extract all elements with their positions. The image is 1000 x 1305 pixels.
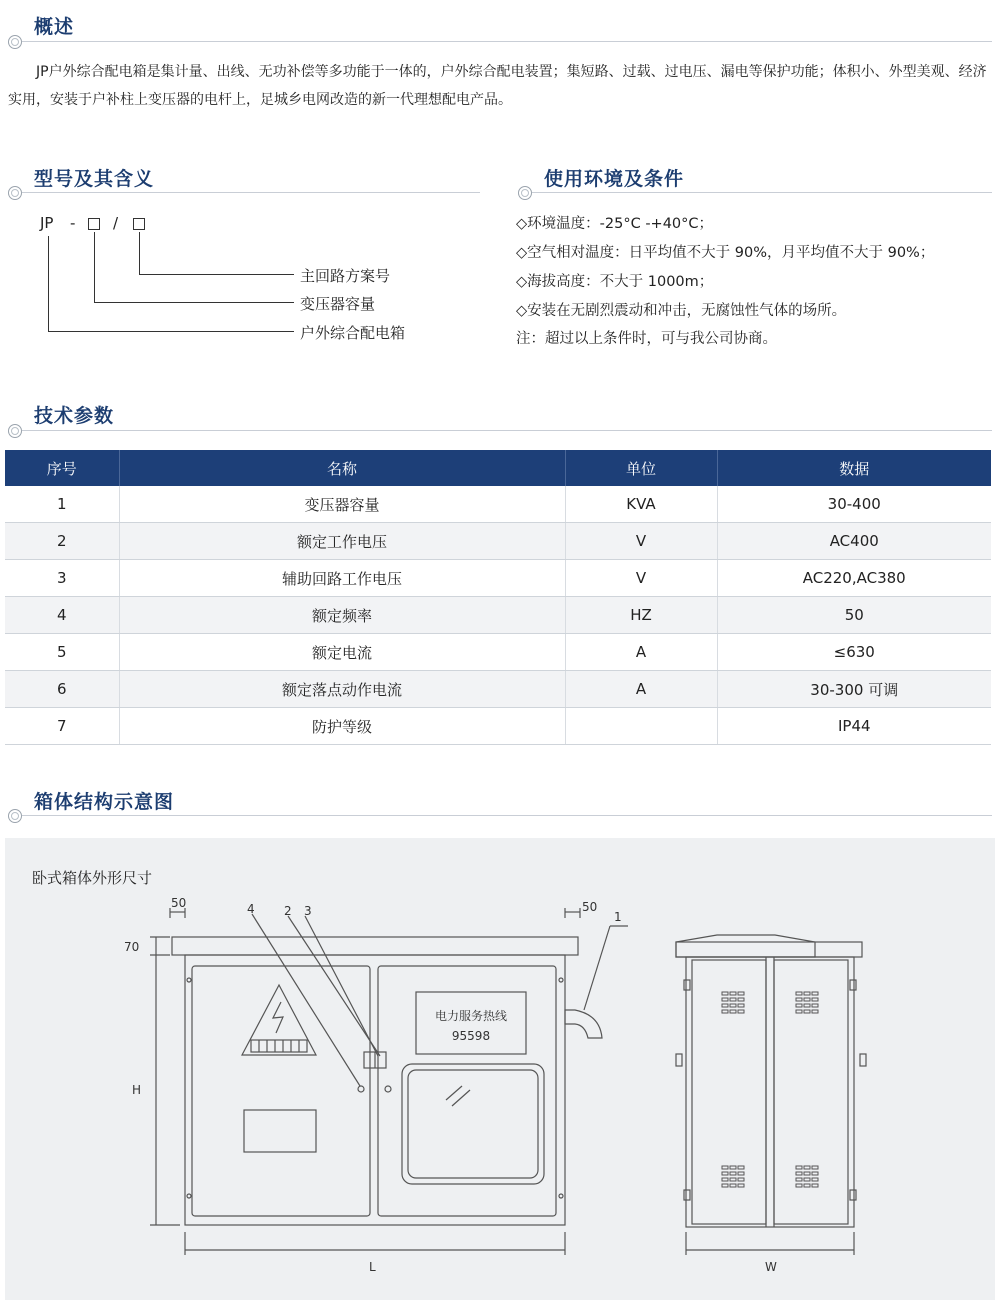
left-door [192, 966, 370, 1216]
cell-data: IP44 [717, 708, 991, 745]
warning-triangle [242, 985, 316, 1055]
meaning-box: 户外综合配电箱 [300, 324, 406, 342]
cell-index: 5 [5, 634, 119, 671]
meter-window [244, 1110, 316, 1152]
cell-index: 3 [5, 560, 119, 597]
dim-top-margin: 50 [171, 896, 187, 910]
cell-data: ≤630 [717, 634, 991, 671]
cell-index: 2 [5, 523, 119, 560]
cell-name: 变压器容量 [119, 486, 565, 523]
cell-name: 防护等级 [119, 708, 565, 745]
environment-item: ◇安装在无剧烈震动和冲击，无腐蚀性气体的场所。 [516, 303, 847, 319]
cell-unit: V [565, 560, 717, 597]
cell-name: 额定落点动作电流 [119, 671, 565, 708]
meaning-scheme: 主回路方案号 [300, 267, 391, 285]
header-unit: 单位 [565, 450, 717, 486]
cell-index: 7 [5, 708, 119, 745]
cell-name: 辅助回路工作电压 [119, 560, 565, 597]
meaning-capacity: 变压器容量 [300, 295, 376, 313]
model-prefix: JP [40, 214, 54, 232]
callout-1: 1 [614, 910, 622, 924]
hotline-plate [416, 992, 526, 1054]
side-roof-body [676, 942, 862, 957]
cell-unit: A [565, 634, 717, 671]
header-data: 数据 [717, 450, 991, 486]
overview-title: 概述 [34, 16, 75, 38]
environment-item: ◇空气相对温度：日平均值不大于 90%，月平均值不大于 90%； [516, 245, 935, 261]
cell-index: 4 [5, 597, 119, 634]
cell-unit: HZ [565, 597, 717, 634]
callout-2: 2 [284, 904, 292, 918]
side-body [686, 957, 854, 1227]
tech-title: 技术参数 [34, 405, 115, 427]
cell-index: 6 [5, 671, 119, 708]
callout-3: 3 [304, 904, 312, 918]
cell-unit: A [565, 671, 717, 708]
environment-title: 使用环境及条件 [544, 168, 685, 190]
handle-icon [358, 1086, 364, 1092]
lightning-icon [273, 1002, 283, 1033]
dim-side-margin: 50 [582, 900, 598, 914]
header-name: 名称 [119, 450, 565, 486]
front-roof [172, 937, 578, 955]
louver-vents [722, 992, 818, 1187]
side-door-left [692, 960, 766, 1224]
cable-inlet [565, 1010, 602, 1038]
dim-length: L [369, 1260, 376, 1274]
cell-data: AC220,AC380 [717, 560, 991, 597]
dim-roof: 70 [124, 940, 140, 954]
cell-data: 30-300 可调 [717, 671, 991, 708]
dim-width: W [765, 1260, 777, 1274]
cell-data: 30-400 [717, 486, 991, 523]
cell-data: AC400 [717, 523, 991, 560]
cell-index: 1 [5, 486, 119, 523]
side-roof [676, 935, 815, 957]
cell-name: 额定电流 [119, 634, 565, 671]
cell-data: 50 [717, 597, 991, 634]
viewing-window [402, 1064, 544, 1184]
cell-name: 额定工作电压 [119, 523, 565, 560]
hotline-label: 电力服务热线 [434, 1009, 508, 1023]
model-slash: / [113, 214, 119, 232]
environment-note: 注：超过以上条件时，可与我公司协商。 [516, 331, 777, 347]
structure-title: 箱体结构示意图 [34, 791, 175, 813]
structure-subtitle: 卧式箱体外形尺寸 [32, 869, 153, 887]
dim-height: H [132, 1083, 142, 1097]
handle-icon [385, 1086, 391, 1092]
cell-name: 额定频率 [119, 597, 565, 634]
hotline-number: 95598 [451, 1029, 491, 1043]
header-index: 序号 [5, 450, 119, 486]
callout-4: 4 [247, 902, 255, 916]
side-door-right [774, 960, 848, 1224]
cell-unit: KVA [565, 486, 717, 523]
cell-unit: V [565, 523, 717, 560]
model-title: 型号及其含义 [34, 168, 155, 190]
environment-item: ◇环境温度：-25°C -+40°C； [516, 216, 714, 232]
model-dash: - [70, 214, 76, 232]
overview-paragraph: JP户外综合配电箱是集计量、出线、无功补偿等多功能于一体的，户外综合配电装置；集短路、过载、过电压、漏电等保护功能；体积小、外型美观、经济实用，安装于户补柱上变压器的电杆上，足城乡电网改造的新一代理想配电产品。 [8, 64, 987, 108]
environment-item: ◇海拔高度：不大于 1000m； [516, 274, 714, 290]
